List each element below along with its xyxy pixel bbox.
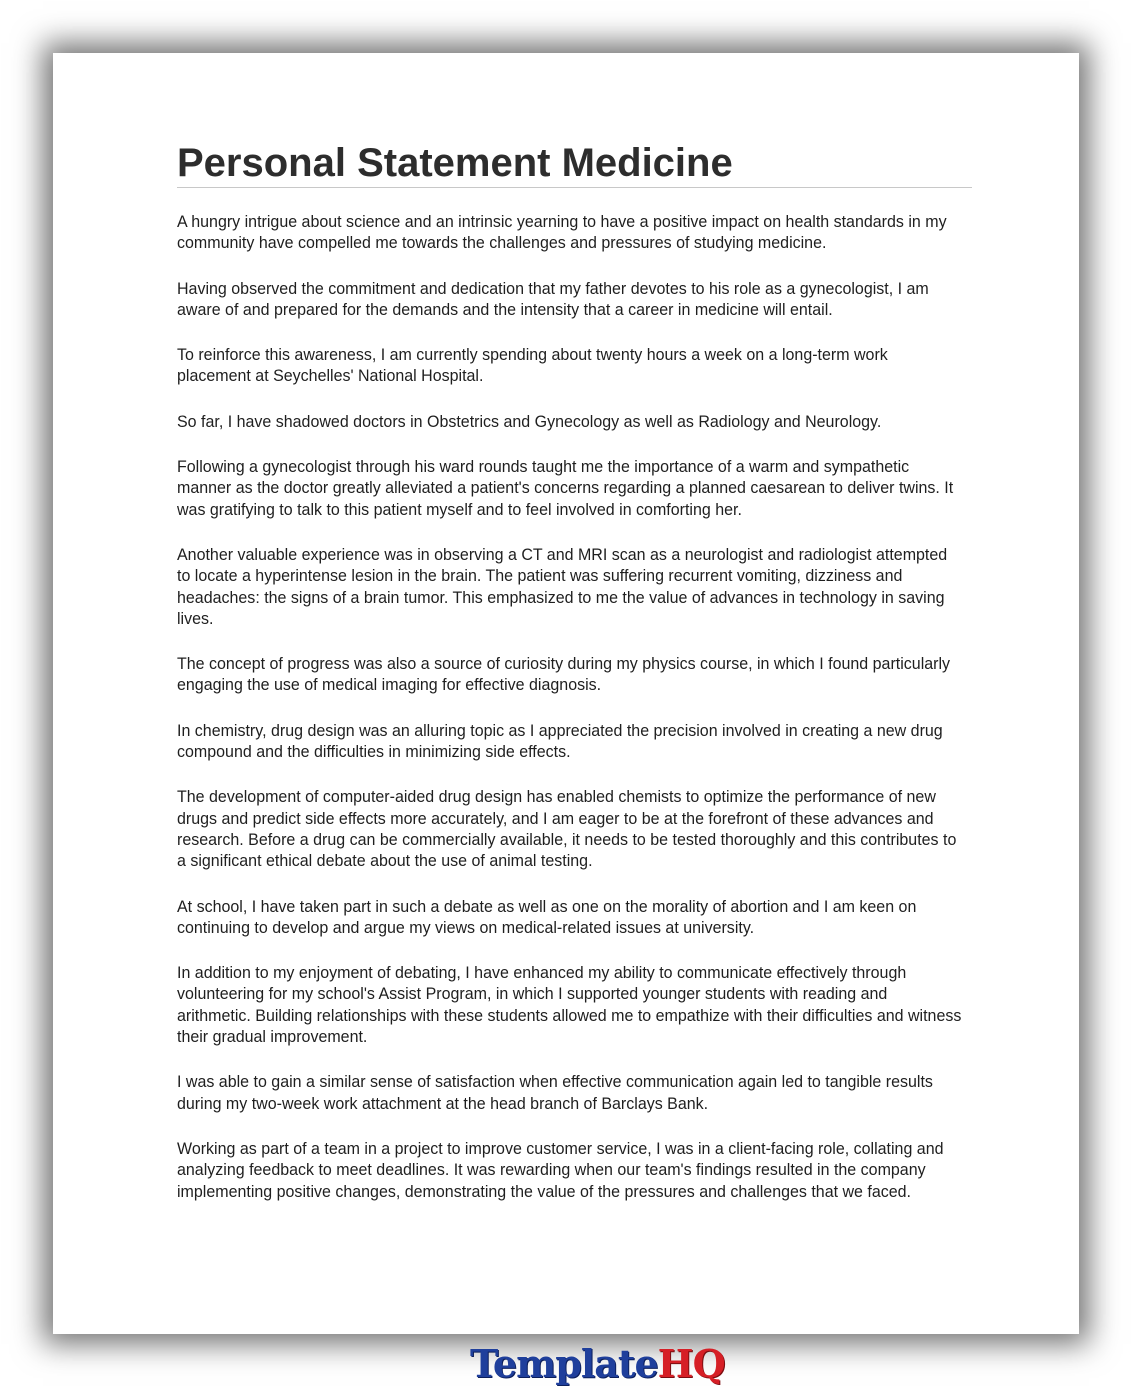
paragraph: The concept of progress was also a source of curiosity during my physics course, in which I found particularly engaging the use of medical imaging for effective diagnosis. [177, 655, 951, 695]
paragraph: In addition to my enjoyment of debating, I have enhanced my ability to communicate effectively through volunteering for my school's Assist Program, in which I supported younger students with reading and arithmetic. Building relationships with these students allowed me to empathize with their difficulties and witness their gradual improvement. [177, 964, 962, 1047]
document-body [177, 212, 972, 1203]
paragraph: Working as part of a team in a project to improve customer service, I was in a client-facing role, collating and analyzing feedback to meet deadlines. It was rewarding when our team's findings resulted in the company implementing positive changes, demonstrating the value of the pressures and challenges that we faced. [177, 1139, 944, 1201]
document-page [53, 53, 1079, 1334]
logo-text-hq: HQ [657, 1341, 725, 1386]
paragraph: So far, I have shadowed doctors in Obstetrics and Gynecology as well as Radiology and Neurology. [177, 412, 882, 431]
paragraph: At school, I have taken part in such a debate as well as one on the morality of abortion and I am keen on continuing to develop and argue my views on medical-related issues at university. [177, 897, 917, 937]
templatehq-watermark-logo [470, 1340, 725, 1388]
paragraph: A hungry intrigue about science and an intrinsic yearning to have a positive impact on health standards in my community have compelled me towards the challenges and pressures of studying medicine. [177, 213, 947, 253]
paragraph: Having observed the commitment and dedication that my father devotes to his role as a gynecologist, I am aware of and prepared for the demands and the intensity that a career in medicine will entail. [177, 279, 929, 319]
paragraph: The development of computer-aided drug design has enabled chemists to optimize the performance of new drugs and predict side effects more accurately, and I am eager to be at the forefront of these advances and research. Before a drug can be commercially available, it needs to be tested thoroughly and this contributes to a significant ethical debate about the use of animal testing. [177, 788, 957, 871]
paragraph: In chemistry, drug design was an alluring topic as I appreciated the precision involved in creating a new drug compound and the difficulties in minimizing side effects. [177, 721, 943, 762]
paragraph: Following a gynecologist through his ward rounds taught me the importance of a warm and sympathetic manner as the doctor greatly alleviated a patient's concerns regarding a planned caesarean to deliver twins. It was gratifying to talk to this patient myself and to feel involved in comforting her. [177, 458, 954, 519]
paragraph: To reinforce this awareness, I am currently spending about twenty hours a week on a long-term work placement at Seychelles' National Hospital. [177, 346, 888, 386]
document-title: Personal Statement Medicine [177, 141, 972, 188]
paragraph: Another valuable experience was in observing a CT and MRI scan as a neurologist and radiologist attempted to locate a hyperintense lesion in the brain. The patient was suffering recurrent vomiting, dizziness and headaches: the signs of a brain tumor. This emphasized to me the value of advances in technology in saving lives. [177, 545, 948, 628]
document-content [177, 141, 972, 1227]
logo-text-template: Template [470, 1341, 658, 1386]
paragraph: I was able to gain a similar sense of satisfaction when effective communication again led to tangible results during my two-week work attachment at the head branch of Barclays Bank. [177, 1073, 933, 1113]
